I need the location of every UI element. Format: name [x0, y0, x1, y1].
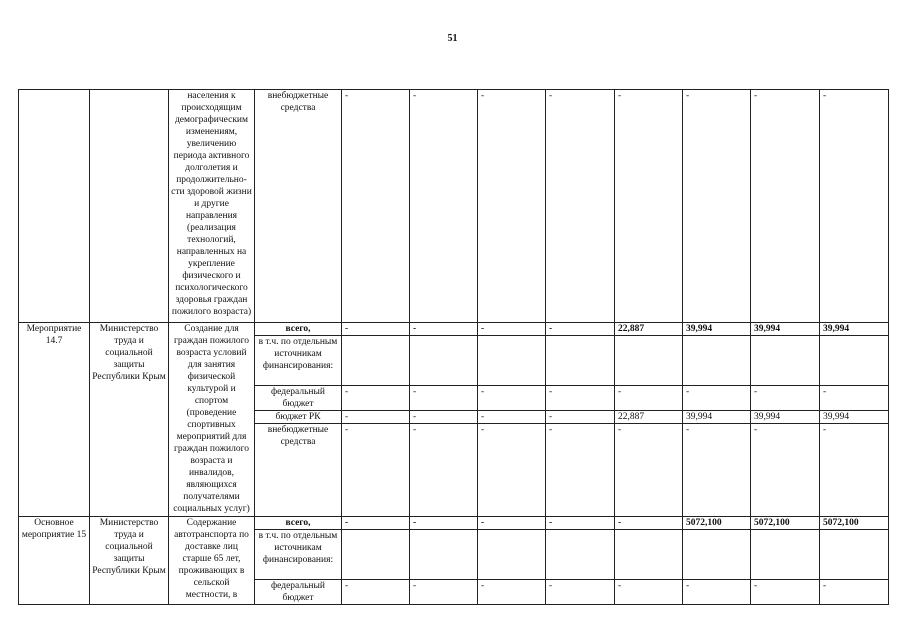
executor-cell: [90, 90, 169, 323]
value-cell: -: [615, 424, 683, 517]
value-cell: -: [820, 90, 889, 323]
value-cell: -: [478, 411, 546, 424]
value-cell: 5072,100: [820, 517, 889, 530]
value-cell: -: [342, 90, 410, 323]
value-cell: 39,994: [820, 323, 889, 336]
source-cell: всего,: [255, 323, 342, 336]
activity-cell: Мероприятие 14.7: [19, 323, 90, 517]
table-row: [19, 90, 889, 323]
value-cell: -: [410, 424, 478, 517]
description-cell: населения к происходящим демографическим изменениям, увеличению периода активного долголетия и продолжительно-сти здоровой жизни и другие направления (реализация технологий, направленных на укрепление физического и психологического здоровья граждан пожилого возраста): [169, 90, 255, 323]
value-cell: -: [751, 90, 820, 323]
value-cell: [820, 530, 889, 580]
value-cell: -: [546, 323, 615, 336]
value-cell: -: [342, 386, 410, 411]
value-cell: -: [820, 580, 889, 605]
value-cell: 39,994: [751, 411, 820, 424]
value-cell: -: [342, 411, 410, 424]
page-number: 51: [447, 33, 458, 44]
source-cell: всего,: [255, 517, 342, 530]
value-cell: [615, 336, 683, 386]
value-cell: -: [478, 517, 546, 530]
value-cell: [410, 530, 478, 580]
value-cell: -: [683, 90, 751, 323]
value-cell: -: [615, 580, 683, 605]
value-cell: -: [410, 517, 478, 530]
value-cell: -: [546, 411, 615, 424]
table-row: [19, 517, 889, 530]
source-cell: федеральный бюджет: [255, 580, 342, 605]
value-cell: -: [410, 580, 478, 605]
value-cell: [683, 336, 751, 386]
value-cell: -: [410, 323, 478, 336]
value-cell: -: [683, 386, 751, 411]
value-cell: 5072,100: [683, 517, 751, 530]
value-cell: 22,887: [615, 411, 683, 424]
value-cell: [546, 530, 615, 580]
value-cell: -: [751, 386, 820, 411]
value-cell: -: [342, 517, 410, 530]
value-cell: [615, 530, 683, 580]
value-cell: -: [546, 517, 615, 530]
value-cell: -: [478, 323, 546, 336]
value-cell: 5072,100: [751, 517, 820, 530]
source-cell: внебюджетные средства: [255, 424, 342, 517]
value-cell: [478, 336, 546, 386]
value-cell: -: [615, 90, 683, 323]
value-cell: 39,994: [683, 411, 751, 424]
value-cell: [546, 336, 615, 386]
executor-cell: Министерство труда и социальной защиты Республики Крым: [90, 323, 169, 517]
activity-cell: [19, 90, 90, 323]
activity-cell: Основное мероприятие 15: [19, 517, 90, 605]
source-cell: в т.ч. по отдельным источникам финансирования:: [255, 530, 342, 580]
value-cell: -: [615, 517, 683, 530]
value-cell: [478, 530, 546, 580]
value-cell: -: [546, 90, 615, 323]
value-cell: 39,994: [751, 323, 820, 336]
table-row: [19, 323, 889, 336]
value-cell: -: [478, 90, 546, 323]
value-cell: 22,887: [615, 323, 683, 336]
value-cell: [751, 336, 820, 386]
value-cell: -: [410, 386, 478, 411]
value-cell: -: [478, 386, 546, 411]
value-cell: [751, 530, 820, 580]
executor-cell: Министерство труда и социальной защиты Республики Крым: [90, 517, 169, 605]
value-cell: -: [751, 580, 820, 605]
financing-table: [18, 89, 889, 605]
value-cell: [342, 336, 410, 386]
value-cell: -: [546, 424, 615, 517]
value-cell: [342, 530, 410, 580]
description-cell: Содержание автотранспорта по доставке лиц старше 65 лет, проживающих в сельской местности, в: [169, 517, 255, 605]
value-cell: -: [615, 386, 683, 411]
value-cell: -: [820, 386, 889, 411]
value-cell: [820, 336, 889, 386]
value-cell: -: [478, 424, 546, 517]
source-cell: внебюджетные средства: [255, 90, 342, 323]
value-cell: -: [342, 424, 410, 517]
value-cell: -: [410, 411, 478, 424]
source-cell: бюджет РК: [255, 411, 342, 424]
value-cell: 39,994: [820, 411, 889, 424]
value-cell: [410, 336, 478, 386]
value-cell: 39,994: [683, 323, 751, 336]
value-cell: -: [342, 580, 410, 605]
value-cell: -: [546, 386, 615, 411]
value-cell: -: [820, 424, 889, 517]
source-cell: в т.ч. по отдельным источникам финансирования:: [255, 336, 342, 386]
value-cell: -: [546, 580, 615, 605]
value-cell: -: [478, 580, 546, 605]
value-cell: -: [751, 424, 820, 517]
description-cell: Создание для граждан пожилого возраста условий для занятия физической культурой и спортом (проведение спортивных мероприятий для граждан пожилого возраста и инвалидов, являющихся получателями социальных услуг): [169, 323, 255, 517]
value-cell: [683, 530, 751, 580]
value-cell: -: [410, 90, 478, 323]
value-cell: -: [683, 580, 751, 605]
value-cell: -: [683, 424, 751, 517]
value-cell: -: [342, 323, 410, 336]
source-cell: федеральный бюджет: [255, 386, 342, 411]
